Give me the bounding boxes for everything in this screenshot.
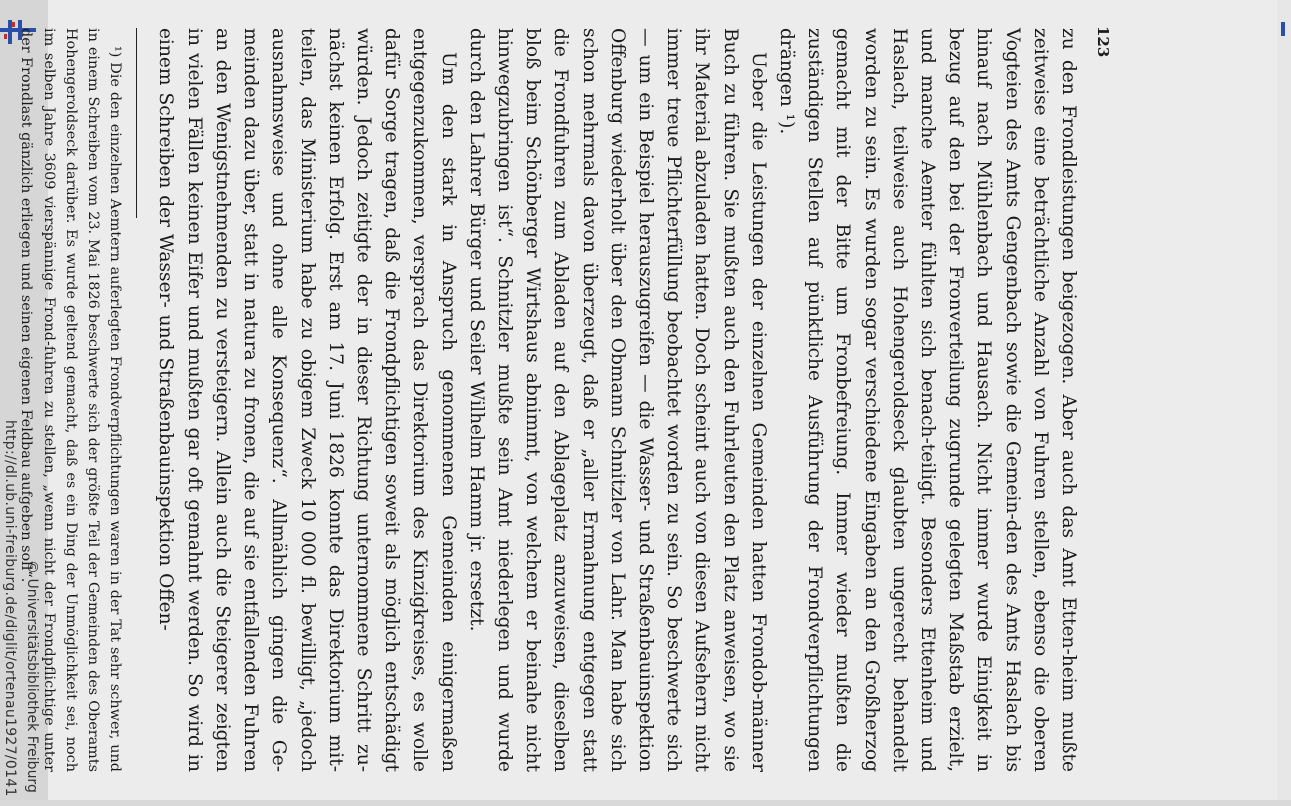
footnote: ¹) Die den einzelnen Aemtern auferlegten Frondverpflichtungen waren in der Tat sehr schwer, und in einem Schreiben vom 23. Mai 1826 beschwerte sich der größte Teil der Gemeinden des Oberamts Hohengeroldseck darüber. Es wurde geltend gemacht, daß es ein Ding der Unmöglichkeit sei, noch im selben Jahre 3609 vierspännige Frond-fuhren zu stellen, „wenn nicht der Frondpflichtige unter der Frondlast gänzlich erliegen und seinen eigenen Feldbau aufgeben soll“.	[18, 28, 124, 772]
paragraph-3: Um den stark in Anspruch genommenen Gemeinden einigermaßen entgegenzukommen, versprach das Direktorium des Kinzigkreises, es wolle dafür Sorge tragen, daß die Frondpflichtigen soweit als möglich entschädigt würden. Jedoch zeitigte der in dieser Richtung unternommene Schritt zu-nächst keinen Erfolg. Erst am 17. Juni 1826 konnte das Direktorium mit-teilen, das Ministerium habe zu obigem Zweck 10 000 fl. bewilligt, „jedoch ausnahmsweise und ohne alle Konsequenz“. Allmählich gingen die Ge-meinden dazu über, statt in natura zu fronen, die auf sie entfallenden Fuhren an den Wenigstnehmenden zu versteigern. Allein auch die Steigerer zeigten in vielen Fällen keinen Eifer und mußten gar oft gemahnt werden. So wird in einem Schreiben der Wasser- und Straßenbauinspektion Offen-	[155, 28, 459, 772]
copyright-notice: © Universitätsbibliothek Freiburg	[24, 560, 40, 793]
page-number: 123	[1094, 26, 1112, 58]
viewer-right-margin	[1277, 0, 1291, 800]
permalink-url[interactable]: http://dl.ub.uni-freiburg.de/diglit/ortenau1927/0141	[2, 420, 18, 797]
footnote-divider	[136, 28, 137, 218]
page-marker-icon	[1279, 20, 1287, 38]
paragraph-1: zu den Frondleistungen beigezogen. Aber auch das Amt Etten-heim mußte zeitweise eine beträchtliche Anzahl von Fuhren stellen, ebenso die oberen Vogteien des Amts Gengenbach sowie die Gemein-den des Amts Haslach bis hinauf nach Mühlenbach und Hausach. Nicht immer wurde Einigkeit in bezug auf den bei der Fronverteilung zugrunde gelegten Maßstab erzielt, und manche Aemter fühlten sich benach-teiligt. Besonders Ettenheim und Haslach, teilweise auch Hohengeroldseck glaubten ungerecht behandelt worden zu sein. Es wurden sogar verschiedene Eingaben an den Großherzog gemacht mit der Bitte um Fronbefreiung. Immer wieder mußten die zuständigen Stellen auf pünktliche Ausführung der Frondverpflichtungen drängen ¹).	[775, 28, 1079, 772]
paragraph-2: Ueber die Leistungen der einzelnen Gemeinden hatten Frondob-männer Buch zu führen. Sie mußten auch den Fuhrleuten den Platz anweisen, wo sie ihr Material abzuladen hatten. Doch scheint auch von diesen Aufsehern nicht immer treue Pflichterfüllung beobachtet worden zu sein. So beschwerte sich — um ein Beispiel herauszugreifen — die Wasser- und Straßenbauinspektion Offenburg wiederholt über den Obmann Schnitzler von Lahr. Man habe sich schon mehrmals davon überzeugt, daß er „aller Ermahnung entgegen statt die Frondfuhren zum Abladen auf den Ablageplatz anzuweisen, dieselben bloß beim Schönberger Wirtshaus abnimmt, von welchem er beinahe nicht hinwegzubringen ist“. Schnitzler mußte sein Amt niederlegen und wurde durch den Lahrer Bürger und Seiler Wilhelm Hamm jr. ersetzt.	[465, 28, 769, 772]
